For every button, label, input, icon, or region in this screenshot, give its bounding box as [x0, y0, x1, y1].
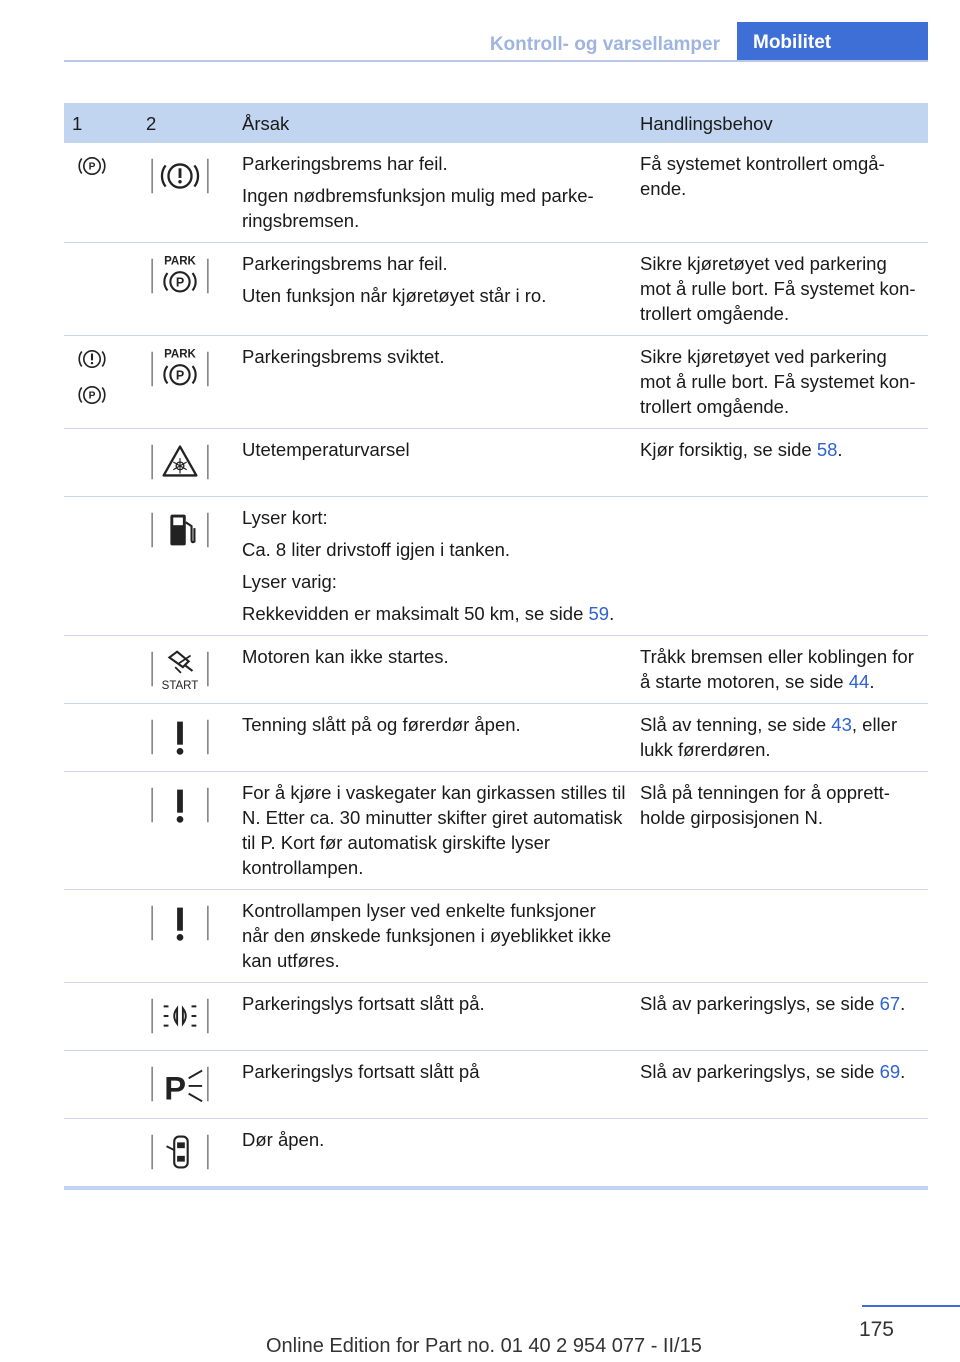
cause-text: Parkeringslys fortsatt slått på	[242, 1061, 480, 1082]
cause-text: Dør åpen.	[242, 1129, 325, 1150]
table-row	[64, 1051, 928, 1119]
action-label: Slå av parkeringslys, se side	[640, 993, 875, 1014]
svg-text:P: P	[175, 368, 185, 383]
cause-cell	[234, 983, 632, 1051]
header-rule	[64, 60, 928, 62]
action-cell	[632, 636, 928, 704]
action-text	[640, 251, 922, 326]
parking-light-p-icon	[145, 1059, 215, 1109]
column-header-action: Handlingsbehov	[632, 103, 928, 143]
svg-text:PARK: PARK	[164, 348, 196, 361]
cause-cell	[234, 890, 632, 983]
column-1-cell	[64, 336, 138, 429]
cause-text: For å kjøre i vaskegater kan girkassen stilles til N. Etter ca. 30 minutter skifter giret automatisk til P. Kort før automatisk girskifte lyser kontrollampen.	[242, 782, 626, 878]
cause-cell	[234, 336, 632, 429]
exclamation-icon	[145, 712, 215, 762]
indicator-table	[64, 103, 928, 1190]
link-suffix: .	[900, 993, 906, 1014]
column-header-2: 2	[138, 103, 234, 143]
column-2-cell	[138, 890, 234, 983]
park-brake-icon	[145, 344, 215, 394]
column-1-cell	[64, 983, 138, 1051]
column-2-cell	[138, 243, 234, 336]
action-cell	[632, 772, 928, 890]
column-1-cell	[64, 890, 138, 983]
action-label: Slå på tenningen for å opprettholde girposisjonen N.	[640, 782, 890, 828]
action-label: Kjør forsiktig, se side	[640, 439, 812, 460]
parking-brake-icon	[72, 151, 112, 181]
action-cell	[632, 1051, 928, 1119]
cause-cell	[234, 429, 632, 497]
cause-cell	[234, 497, 632, 636]
action-text	[640, 780, 922, 830]
cause-cell	[234, 772, 632, 890]
svg-text:START: START	[161, 680, 199, 693]
column-2-cell	[138, 336, 234, 429]
column-1-cell	[64, 772, 138, 890]
table-row	[64, 243, 928, 336]
table-row	[64, 1119, 928, 1189]
action-cell	[632, 983, 928, 1051]
action-text	[640, 151, 922, 201]
page-link[interactable]: 43	[831, 714, 852, 735]
cause-cell	[234, 1051, 632, 1119]
action-text	[640, 991, 922, 1016]
action-cell	[632, 243, 928, 336]
action-cell	[632, 497, 928, 636]
action-cell	[632, 429, 928, 497]
link-suffix: , eller lukk førerdøren.	[640, 714, 898, 760]
cause-cell	[234, 704, 632, 772]
header-section-title: Kontroll- og varsellamper	[489, 34, 720, 55]
action-text	[640, 1059, 922, 1084]
cause-cell	[234, 143, 632, 243]
table-row	[64, 704, 928, 772]
column-1-cell	[64, 243, 138, 336]
table-row	[64, 772, 928, 890]
column-1-cell	[64, 143, 138, 243]
cause-text: Ingen nødbremsfunksjon mulig med parkeringsbremsen.	[242, 185, 594, 231]
svg-text:P: P	[164, 1069, 187, 1107]
cause-text: Ca. 8 liter drivstoff igjen i tanken.	[242, 539, 511, 560]
cause-cell	[234, 636, 632, 704]
column-2-cell	[138, 704, 234, 772]
header-tab-mobilitet[interactable]: Mobilitet	[737, 22, 928, 62]
column-2-cell	[138, 429, 234, 497]
parking-brake-icon	[72, 380, 112, 410]
svg-text:PARK: PARK	[164, 255, 196, 268]
page-number: 175	[858, 1318, 894, 1341]
table-row	[64, 890, 928, 983]
brake-warning-icon	[145, 151, 215, 201]
parking-light-icon	[145, 991, 215, 1041]
cause-text: Tenning slått på og førerdør åpen.	[242, 714, 521, 735]
column-2-cell	[138, 143, 234, 243]
action-label: Slå av tenning, se side	[640, 714, 827, 735]
column-2-cell	[138, 1119, 234, 1189]
column-1-cell	[64, 636, 138, 704]
column-2-cell	[138, 636, 234, 704]
action-label: Tråkk bremsen eller koblingen for å starte motoren, se side	[640, 646, 914, 692]
svg-text:P: P	[88, 161, 96, 173]
cause-text: Kontrollampen lyser ved enkelte funksjoner når den ønskede funksjonen i øyeblikket ikke kan utføres.	[242, 900, 612, 971]
action-cell	[632, 1119, 928, 1189]
exclamation-icon	[145, 780, 215, 830]
link-suffix: .	[900, 1061, 906, 1082]
cause-text: Motoren kan ikke startes.	[242, 646, 449, 667]
page-link[interactable]: 59	[588, 603, 610, 624]
cause-text: Uten funksjon når kjøretøyet står i ro.	[242, 285, 547, 306]
table-row	[64, 983, 928, 1051]
page-link[interactable]: 69	[879, 1061, 901, 1082]
column-2-cell	[138, 1051, 234, 1119]
table-row	[64, 497, 928, 636]
column-1-cell	[64, 497, 138, 636]
action-cell	[632, 143, 928, 243]
page-link[interactable]: 58	[816, 439, 838, 460]
action-text	[640, 644, 922, 694]
table-row	[64, 143, 928, 243]
cause-cell	[234, 1119, 632, 1189]
action-label: Sikre kjøretøyet ved parkering mot å rulle bort. Få systemet kontrollert omgående.	[640, 253, 916, 324]
action-text	[640, 712, 922, 762]
action-label: Sikre kjøretøyet ved parkering mot å rulle bort. Få systemet kontrollert omgående.	[640, 346, 916, 417]
cause-text: Parkeringsbrems sviktet.	[242, 346, 445, 367]
column-2-cell	[138, 497, 234, 636]
cause-text: Parkeringsbrems har feil.	[242, 253, 448, 274]
column-1-cell	[64, 1119, 138, 1189]
link-suffix: .	[869, 671, 875, 692]
page-link[interactable]: 44	[848, 671, 870, 692]
page-link[interactable]: 67	[879, 993, 901, 1014]
link-suffix: .	[609, 603, 615, 624]
table-row	[64, 636, 928, 704]
cause-text: Parkeringslys fortsatt slått på.	[242, 993, 485, 1014]
column-1-cell	[64, 704, 138, 772]
footer-rule	[862, 1305, 960, 1307]
cause-cell	[234, 243, 632, 336]
footer-edition: Online Edition for Part no. 01 40 2 954 077 - II/15	[266, 1335, 702, 1357]
column-1-cell	[64, 1051, 138, 1119]
action-label: Få systemet kontrollert omgående.	[640, 153, 885, 199]
exclamation-icon	[145, 898, 215, 948]
link-suffix: .	[837, 439, 843, 460]
column-2-cell	[138, 772, 234, 890]
door-open-icon	[145, 1127, 215, 1177]
table-header-row	[64, 103, 928, 143]
column-2-cell	[138, 983, 234, 1051]
ice-warning-icon	[145, 437, 215, 487]
park-brake-icon	[145, 251, 215, 301]
cause-text: Utetemperaturvarsel	[242, 439, 410, 460]
cause-text: Parkeringsbrems har feil.	[242, 153, 448, 174]
action-cell	[632, 704, 928, 772]
table-row	[64, 336, 928, 429]
table-row	[64, 429, 928, 497]
brake-warning-icon	[72, 344, 112, 374]
cause-text: Lyser varig:	[242, 571, 337, 592]
column-header-cause: Årsak	[234, 103, 632, 143]
action-text	[640, 437, 922, 462]
column-header-1: 1	[64, 103, 138, 143]
cause-text: Rekkevidden er maksimalt 50 km, se side 59.	[242, 603, 615, 624]
action-cell	[632, 336, 928, 429]
svg-text:P: P	[175, 275, 185, 290]
start-foot-icon	[145, 644, 215, 694]
fuel-pump-icon	[145, 505, 215, 555]
svg-text:P: P	[88, 390, 96, 402]
column-1-cell	[64, 429, 138, 497]
action-label: Slå av parkeringslys, se side	[640, 1061, 875, 1082]
cause-text: Lyser kort:	[242, 507, 328, 528]
action-cell	[632, 890, 928, 983]
action-text	[640, 344, 922, 419]
